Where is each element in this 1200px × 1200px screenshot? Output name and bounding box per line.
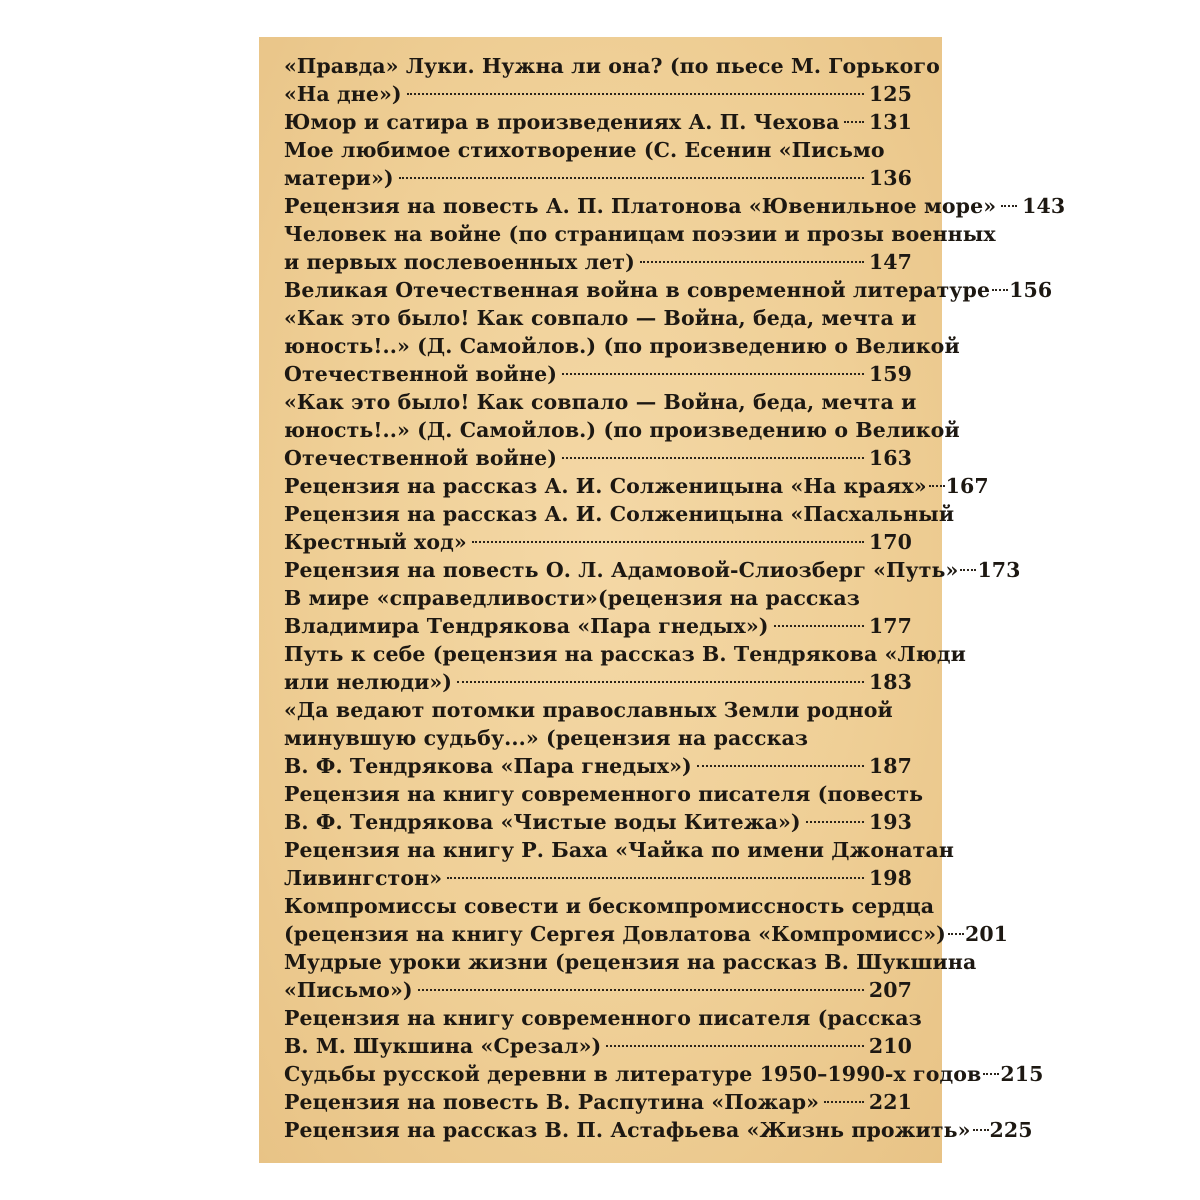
- toc-entry-title-line: Владимира Тендрякова «Пара гнедых»): [284, 614, 769, 638]
- toc-entry-title-line: В. Ф. Тендрякова «Чистые воды Китежа»): [284, 810, 801, 834]
- toc-entry-last-line: [284, 1032, 912, 1060]
- page-number: 225: [989, 1118, 1033, 1142]
- page-number: 125: [868, 82, 912, 106]
- toc-entry-title-line: Рецензия на рассказ А. И. Солженицына «Пасхальный: [284, 502, 955, 526]
- toc-entry-last-line: [284, 976, 912, 1004]
- page-number: 207: [868, 978, 912, 1002]
- toc-entry: [284, 136, 912, 192]
- dot-leader: [844, 121, 863, 123]
- toc-entry: [284, 1004, 922, 1060]
- dot-leader: [929, 485, 945, 487]
- toc-entry-title-line: В мире «справедливости»(рецензия на рассказ: [284, 586, 860, 610]
- page-number: 215: [1000, 1062, 1044, 1086]
- toc-entry-title-line: Рецензия на повесть О. Л. Адамовой-Слиозберг «Путь»: [284, 558, 959, 582]
- page-number: 183: [868, 670, 912, 694]
- page-number: 143: [1022, 194, 1066, 218]
- dot-leader: [697, 765, 864, 767]
- toc-entry-title-line: «Правда» Луки. Нужна ли она? (по пьесе М. Горького: [284, 54, 940, 78]
- dot-leader: [472, 541, 864, 543]
- toc-entry-last-line: [284, 444, 912, 472]
- toc-entry-title-line: Рецензия на повесть В. Распутина «Пожар»: [284, 1090, 820, 1114]
- toc-entry: [284, 696, 912, 780]
- toc-entry-last-line: [284, 164, 912, 192]
- dot-leader: [418, 989, 864, 991]
- dot-leader: [562, 373, 864, 375]
- toc-entry: [284, 1116, 1033, 1144]
- toc-entry: [284, 892, 1009, 948]
- toc-entry: [284, 948, 977, 1004]
- dot-leader: [983, 1073, 999, 1075]
- toc-entry-last-line: [284, 528, 912, 556]
- page-number: 187: [868, 754, 912, 778]
- page-number: 131: [868, 110, 912, 134]
- toc-entry-last-line: [284, 808, 912, 836]
- toc-entry-title-line: (рецензия на книгу Сергея Довлатова «Компромисс»): [284, 922, 946, 946]
- dot-leader: [447, 877, 864, 879]
- toc-entry-title-line: «Как это было! Как совпало — Война, беда, мечта и: [284, 390, 917, 414]
- toc-entry-last-line: [284, 612, 912, 640]
- dot-leader: [824, 1101, 864, 1103]
- dot-leader: [407, 93, 864, 95]
- page-number: 177: [868, 614, 912, 638]
- toc-entry-title-line: «Да ведают потомки православных Земли родной: [284, 698, 893, 722]
- toc-entry-last-line: [284, 752, 912, 780]
- toc-entry: [284, 640, 966, 696]
- toc-entry-title-line: Рецензия на рассказ В. П. Астафьева «Жизнь прожить»: [284, 1118, 971, 1142]
- toc-entry-last-line: [284, 472, 989, 500]
- toc-entry: [284, 556, 1021, 584]
- toc-entry-title-line: или нелюди»): [284, 670, 453, 694]
- dot-leader: [399, 177, 864, 179]
- toc-entry-title-line: Рецензия на книгу Р. Баха «Чайка по имени Джонатан: [284, 838, 954, 862]
- toc-entry-last-line: [284, 556, 1021, 584]
- toc-entry-title-line: В. М. Шукшина «Срезал»): [284, 1034, 602, 1058]
- toc-entry: [284, 500, 955, 556]
- toc-entry: [284, 584, 912, 640]
- toc-entry-title-line: «Письмо»): [284, 978, 413, 1002]
- page-number: 201: [964, 922, 1009, 946]
- dot-leader: [774, 625, 864, 627]
- toc-entry-title-line: Рецензия на рассказ А. И. Солженицына «На краях»: [284, 474, 927, 498]
- toc-entry-last-line: [284, 864, 912, 892]
- toc-entry-last-line: [284, 80, 912, 108]
- table-of-contents: [284, 52, 1066, 1144]
- toc-entry: [284, 472, 989, 500]
- toc-entry-title-line: юность!..» (Д. Самойлов.) (по произведению о Великой: [284, 418, 960, 442]
- toc-entry-title-line: юность!..» (Д. Самойлов.) (по произведению о Великой: [284, 334, 960, 358]
- toc-entry-title-line: Юмор и сатира в произведениях А. П. Чехова: [284, 110, 840, 134]
- toc-entry-last-line: [284, 1116, 1033, 1144]
- dot-leader: [640, 261, 864, 263]
- toc-entry-last-line: [284, 920, 1009, 948]
- page-number: 167: [945, 474, 989, 498]
- page-number: 193: [868, 810, 912, 834]
- page-number: 156: [1009, 278, 1053, 302]
- toc-entry-title-line: «Как это было! Как совпало — Война, беда, мечта и: [284, 306, 917, 330]
- toc-entry: [284, 220, 996, 276]
- toc-entry: [284, 1088, 912, 1116]
- dot-leader: [562, 457, 864, 459]
- toc-entry-last-line: [284, 1088, 912, 1116]
- toc-entry-title-line: «На дне»): [284, 82, 402, 106]
- dot-leader: [806, 821, 864, 823]
- toc-entry-title-line: Рецензия на повесть А. П. Платонова «Ювенильное море»: [284, 194, 997, 218]
- toc-entry-last-line: [284, 360, 912, 388]
- dot-leader: [606, 1045, 864, 1047]
- toc-entry-last-line: [284, 108, 912, 136]
- page-number: 170: [868, 530, 912, 554]
- page-number: 159: [868, 362, 912, 386]
- page-number: 173: [977, 558, 1021, 582]
- toc-entry-last-line: [284, 1060, 1044, 1088]
- toc-entry: [284, 276, 1053, 304]
- page-number: 198: [868, 866, 912, 890]
- dot-leader: [457, 681, 864, 683]
- dot-leader: [948, 933, 964, 935]
- toc-entry-title-line: Рецензия на книгу современного писателя (рассказ: [284, 1006, 922, 1030]
- toc-entry-title-line: Судьбы русской деревни в литературе 1950–1990-х годов: [284, 1062, 982, 1086]
- toc-entry-last-line: [284, 192, 1066, 220]
- toc-entry-title-line: Крестный ход»: [284, 530, 467, 554]
- toc-entry: [284, 836, 954, 892]
- toc-entry-title-line: Великая Отечественная война в современной литературе: [284, 278, 991, 302]
- toc-entry-title-line: и первых послевоенных лет): [284, 250, 635, 274]
- dot-leader: [973, 1129, 989, 1131]
- toc-entry-title-line: Компромиссы совести и бескомпромиссность сердца: [284, 894, 935, 918]
- toc-entry: [284, 780, 924, 836]
- toc-entry-title-line: матери»): [284, 166, 394, 190]
- toc-entry: [284, 192, 1066, 220]
- dot-leader: [1001, 205, 1017, 207]
- toc-entry: [284, 52, 940, 108]
- toc-entry-title-line: минувшую судьбу...» (рецензия на рассказ: [284, 726, 809, 750]
- book-page: [259, 37, 1066, 1163]
- page-number: 147: [868, 250, 912, 274]
- toc-entry-last-line: [284, 668, 912, 696]
- toc-entry-title-line: Человек на войне (по страницам поэзии и прозы военных: [284, 222, 996, 246]
- toc-entry-title-line: Мое любимое стихотворение (С. Есенин «Письмо: [284, 138, 885, 162]
- page-number: 210: [868, 1034, 912, 1058]
- toc-entry-title-line: Ливингстон»: [284, 866, 443, 890]
- page-number: 221: [868, 1090, 912, 1114]
- page-number: 136: [868, 166, 912, 190]
- toc-entry: [284, 304, 960, 388]
- toc-entry-title-line: Мудрые уроки жизни (рецензия на рассказ В. Шукшина: [284, 950, 977, 974]
- toc-entry-title-line: Отечественной войне): [284, 362, 558, 386]
- toc-entry-title-line: Отечественной войне): [284, 446, 558, 470]
- toc-entry-last-line: [284, 276, 1053, 304]
- toc-entry-title-line: Путь к себе (рецензия на рассказ В. Тендрякова «Люди: [284, 642, 966, 666]
- toc-entry: [284, 388, 960, 472]
- toc-entry-title-line: Рецензия на книгу современного писателя (повесть: [284, 782, 924, 806]
- dot-leader: [992, 289, 1008, 291]
- toc-entry: [284, 1060, 1044, 1088]
- dot-leader: [960, 569, 976, 571]
- page-number: 163: [868, 446, 912, 470]
- toc-entry: [284, 108, 912, 136]
- toc-entry-title-line: В. Ф. Тендрякова «Пара гнедых»): [284, 754, 692, 778]
- toc-entry-last-line: [284, 248, 912, 276]
